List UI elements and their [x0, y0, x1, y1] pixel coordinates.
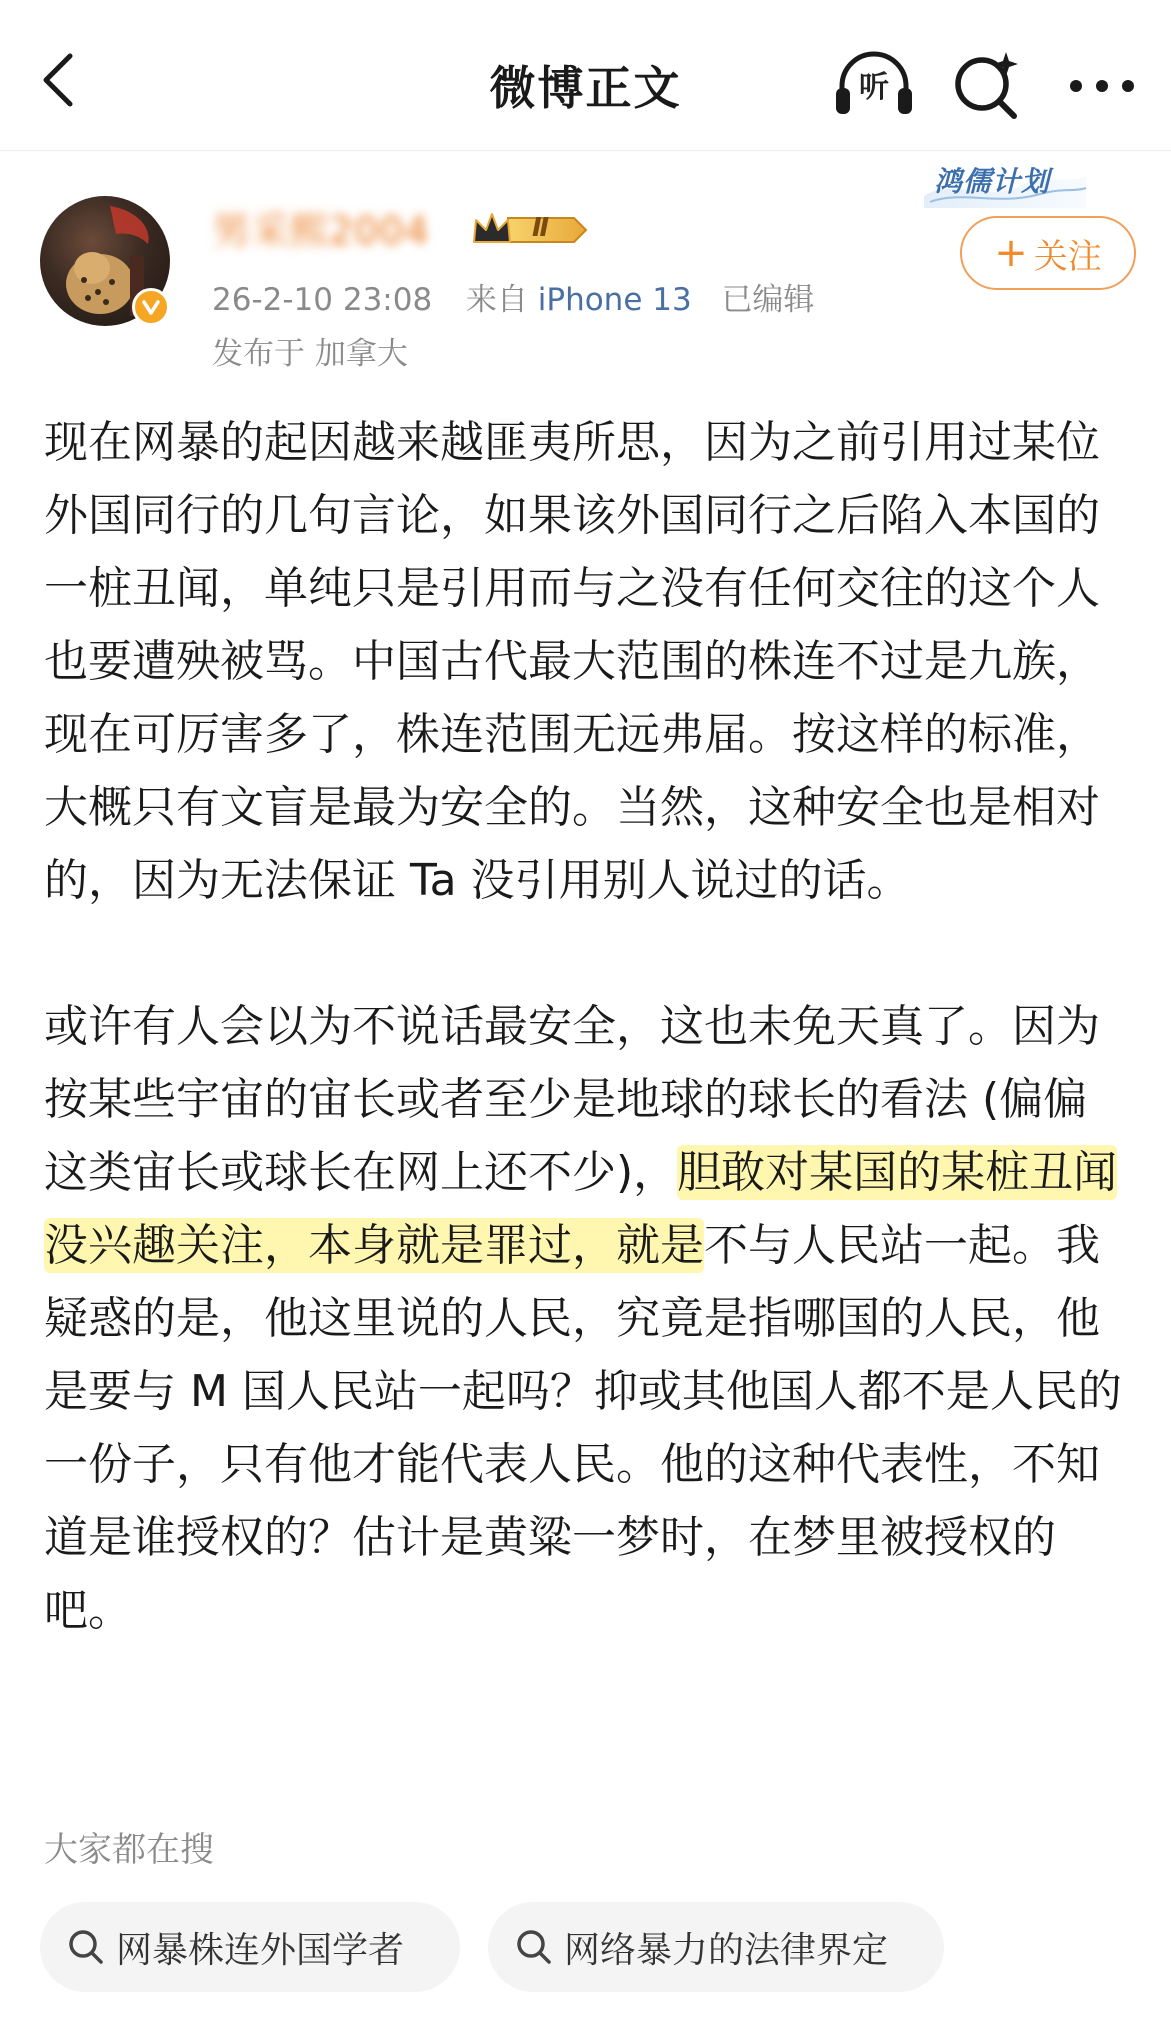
search-suggestion-chip[interactable]: [488, 1902, 944, 1992]
more-dots-icon: [1062, 56, 1142, 116]
post-location: 发布于 加拿大: [212, 336, 408, 372]
post-timestamp: 26-2-10 23:08: [212, 282, 433, 318]
plus-icon: +: [994, 230, 1028, 276]
level-badge[interactable]: [470, 210, 588, 250]
paragraph-2-text-after: 不与人民站一起。我疑惑的是，他这里说的人民，究竟是指哪国的人民，他是要与 M 国人民站一起吗？抑或其他国人都不是人民的一份子，只有他才能代表人民。他的这种代表性，不知道是谁授权的？估计是黄粱一梦时，在梦里被授权的吧。: [44, 1220, 1122, 1636]
edited-label[interactable]: 已编辑: [721, 282, 815, 318]
suggestion-text: 网暴株连外国学者: [116, 1929, 405, 1971]
highlighted-text: 胆敢对某国的某桩丑闻没兴趣关注，本身就是罪过，就是: [44, 1147, 1118, 1271]
search-suggestion-chip[interactable]: [40, 1902, 460, 1992]
more-button[interactable]: [1062, 56, 1142, 116]
post-body: [44, 406, 1129, 1647]
post-paragraph-1: 现在网暴的起因越来越匪夷所思，因为之前引用过某位外国同行的几句言论，如果该外国同行之后陷入本国的一桩丑闻，单纯只是引用而与之没有任何交往的这个人也要遭殃被骂。中国古代最大范围的株连不过是九族，现在可厉害多了，株连范围无远弗届。按这样的标准，大概只有文盲是最为安全的。当然，这种安全也是相对的，因为无法保证 Ta 没引用别人说过的话。: [44, 417, 1100, 906]
suggestion-text: 网络暴力的法律界定: [564, 1929, 889, 1971]
follow-label: 关注: [1033, 236, 1102, 277]
search-icon: [66, 1927, 106, 1967]
listen-label: 听: [859, 70, 889, 105]
suggestions-label: 大家都在搜: [44, 1830, 214, 1870]
follow-button[interactable]: [960, 216, 1136, 290]
author-name[interactable]: 男采熙2004: [212, 209, 430, 253]
page-title: 微博正文: [489, 61, 682, 115]
level-text: Ⅱ: [532, 213, 550, 243]
verified-badge: [132, 288, 170, 326]
paragraph-2-text-before: 或许有人会以为不说话最安全，这也未免天真了。因为按某些宇宙的宙长或者至少是地球的球长的看法 (偏偏这类宙长或球长在网上还不少)，: [44, 1001, 1100, 1198]
search-button[interactable]: [950, 48, 1024, 122]
search-icon: [514, 1927, 554, 1967]
post-paragraph-2: [44, 990, 1129, 1647]
listen-button[interactable]: [832, 48, 916, 118]
hongru-plan-badge[interactable]: 鸿儒计划: [934, 165, 1051, 198]
crown-level-icon: [470, 210, 588, 250]
source-device[interactable]: iPhone 13: [537, 282, 692, 318]
source-prefix: 来自: [465, 282, 528, 318]
verified-v-icon: [140, 296, 162, 318]
post-meta: [212, 274, 814, 319]
top-nav-bar: [0, 0, 1171, 151]
search-sparkle-icon: [950, 48, 1024, 122]
